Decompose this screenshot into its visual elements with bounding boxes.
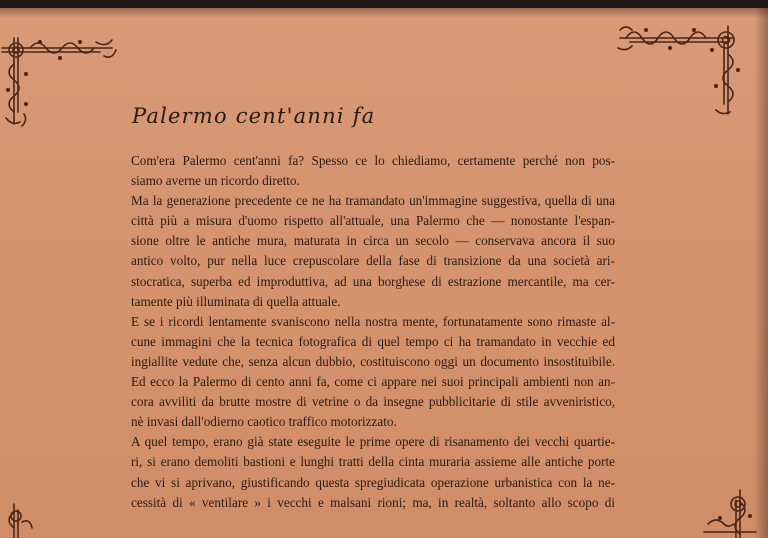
page-edge-shadow — [0, 8, 768, 18]
corner-ornament-top-left-icon — [0, 34, 118, 130]
text-line: antico volto, pur nella luce crepuscolare della fase di transizione da una società ari- — [131, 253, 615, 269]
page-title: Palermo cent'anni fa — [132, 104, 376, 128]
book-page — [0, 8, 768, 538]
text-line: Com'era Palermo cent'anni fa? Spesso ce lo chiediamo, certamente perché non pos- — [131, 153, 615, 168]
text-line: sione oltre le antiche mura, maturata in circa un secolo — conservava ancora il suo — [131, 233, 615, 249]
text-line: cora avviliti da brutte mostre di vetrine o da insegne pubblicitarie di stile avveniristico, — [131, 394, 615, 410]
body-text — [131, 151, 615, 513]
corner-ornament-top-right-icon — [616, 20, 744, 118]
text-line: siamo averne un ricordo diretto. — [131, 173, 300, 189]
text-line: cune immagini che la tecnica fotografica di quel tempo ci ha tramandato in vecchie ed — [131, 333, 615, 349]
text-line: ingiallite vedute che, senza alcun dubbio, costituiscono oggi un documento insostituibile. — [131, 353, 615, 369]
corner-ornament-bottom-left-icon — [0, 502, 40, 538]
text-line: cessità di « ventilare » i vecchi e malsani rioni; ma, in realtà, soltanto allo scopo di — [131, 494, 615, 510]
text-line: Ma la generazione precedente ce ne ha tramandato un'immagine suggestiva, quella di una — [131, 193, 615, 209]
text-line: E se i ricordi lentamente svaniscono nella nostra mente, fortunatamente sono rimaste al- — [131, 313, 615, 329]
text-line: stocratica, superba ed improduttiva, ad una borghese di estrazione mercantile, ma cer- — [131, 273, 615, 289]
text-line: ri, si erano demoliti bastioni e lunghi tratti della cinta muraria assieme alle antiche porte — [131, 454, 615, 470]
text-line: città più a misura d'uomo rispetto all'attuale, una Palermo che — nonostante l'espan- — [131, 213, 615, 229]
corner-ornament-bottom-right-icon — [700, 486, 760, 538]
page-gutter-shadow — [754, 8, 768, 538]
text-line: nè invasi dall'odierno caotico traffico motorizzato. — [131, 414, 397, 430]
text-line: che vi si aprivano, giustificando questa spregiudicata operazione urbanistica con la ne- — [131, 474, 615, 490]
text-line: A quel tempo, erano già state eseguite le prime opere di risanamento dei vecchi quartie- — [131, 434, 615, 450]
text-line: Ed ecco la Palermo di cento anni fa, come ci appare nei suoi principali ambienti non an- — [131, 374, 615, 390]
text-line: tamente più illuminata di quella attuale. — [131, 293, 341, 309]
